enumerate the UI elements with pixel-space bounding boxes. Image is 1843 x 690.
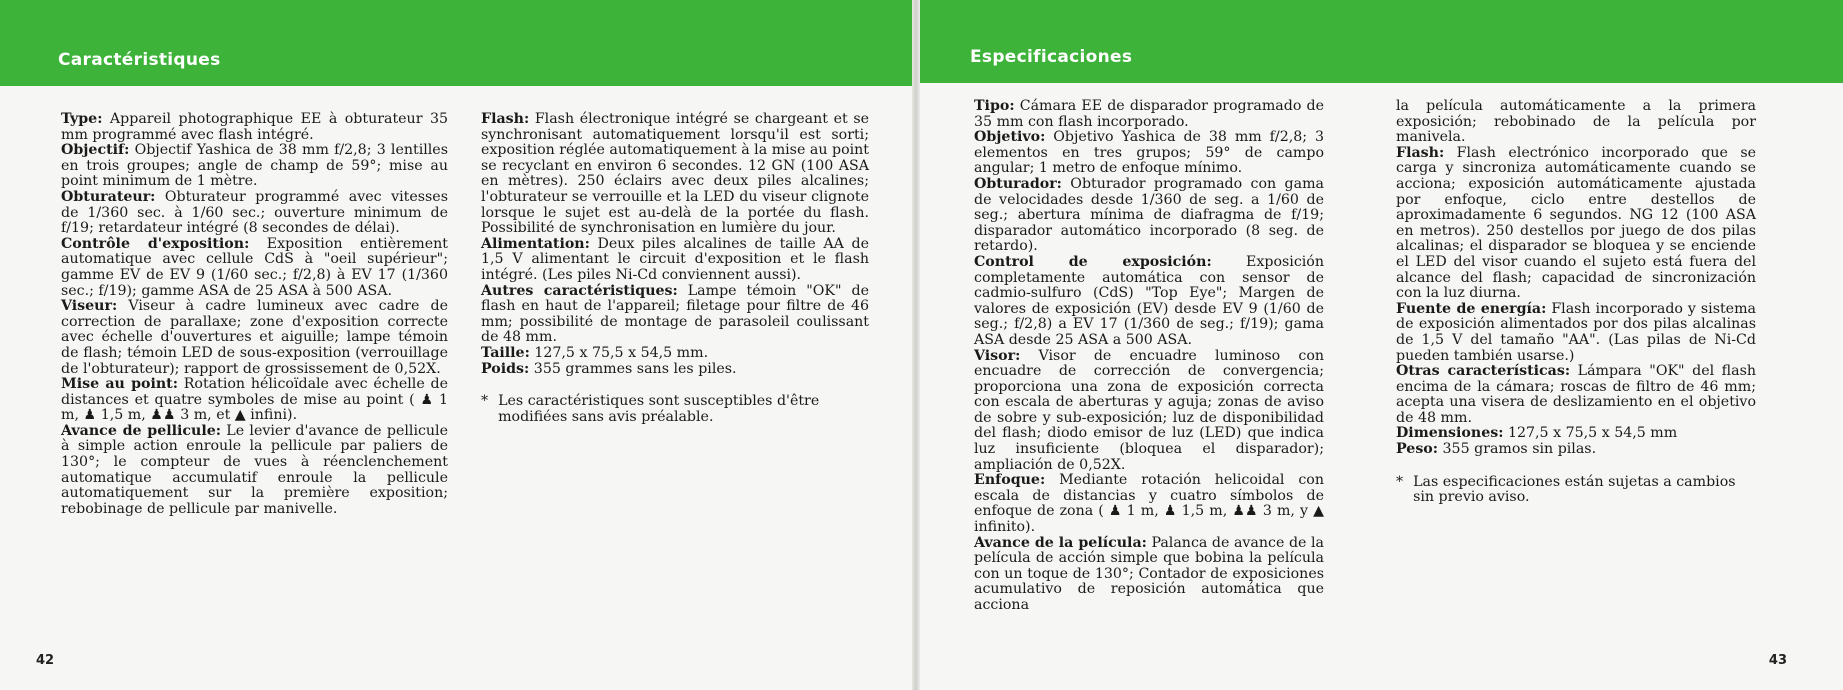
- spec-label: Otras características:: [1396, 363, 1571, 380]
- spec-text: Flash incorporado y sistema de exposición alimentados por dos pilas alcalinas de 1,5 V del tamaño "AA". (Las pilas de Ni-Cd pueden también usarse.): [1396, 300, 1756, 364]
- spec-text: Objectif Yashica de 38 mm f/2,8; 3 lentilles en trois groupes; angle de champ de 59°; mise au point minimum de 1 mètre.: [61, 142, 448, 190]
- spec-item: [1396, 364, 1756, 426]
- spec-label: Enfoque:: [974, 472, 1046, 489]
- spec-item: [1396, 426, 1756, 442]
- spec-text: Lámpara "OK" del flash encima de la cámara; roscas de filtro de 46 mm; acepta una visera de deslizamiento en el objetivo de 48 mm.: [1396, 363, 1756, 426]
- spec-text: Exposición completamente automática con sensor de cadmio-sulfuro (CdS) "Top Eye"; Margen de valores de exposición (EV) desde EV 9 (1/60 de seg.; f/2,8) a EV 17 (1/360 de seg.; f/19); gama ASA desde 25 ASA a 500 ASA.: [974, 253, 1324, 348]
- spec-label: Control de exposición:: [974, 253, 1212, 270]
- spec-label: Poids:: [481, 360, 530, 377]
- spec-text: Deux piles alcalines de taille AA de 1,5 V alimentant le circuit d'exposition et le flash intégré. (Les piles Ni-Cd conviennent aussi).: [481, 235, 869, 283]
- spec-item: [481, 112, 869, 237]
- spec-label: Taille:: [481, 344, 530, 361]
- right-page: [920, 0, 1843, 690]
- spec-item: [61, 424, 448, 518]
- spec-label: Obturateur:: [61, 188, 156, 205]
- spec-text: la película automáticamente a la primera exposición; rebobinado de la película por manivela.: [1396, 98, 1756, 146]
- spec-item: [481, 284, 869, 346]
- footnote-asterisk: *: [481, 393, 489, 410]
- spec-column-1: [61, 112, 448, 517]
- spec-text: 127,5 x 75,5 x 54,5 mm: [1503, 425, 1678, 442]
- spec-text: Flash electrónico incorporado que se carga y sincroniza automáticamente cuando se acciona; exposición automáticamente ajustada por enfoque, ciclo entre destellos de aproximadamente 6 segundos. NG 12 (100 ASA en metros). 250 destellos por juego de dos pilas alcalinas; el disparador se bloquea y se enciende el LED del visor cuando el sujeto está fuera del alcance del flash; capacidad de sincronización con la luz diurna.: [1396, 144, 1756, 302]
- spec-column-1: [974, 99, 1324, 614]
- spec-text: 127,5 x 75,5 x 54,5 mm.: [529, 344, 709, 361]
- spec-text: Rotation hélicoïdale avec échelle de distances et quatre symboles de mise au point ( ♟ 1 m, ♟ 1,5 m, ♟♟ 3 m, et ▲ infini).: [61, 376, 448, 424]
- spec-item: [974, 349, 1324, 474]
- spec-column-2: [481, 112, 869, 425]
- spec-label: Tipo:: [974, 98, 1015, 114]
- spec-text: Obturador programado con gama de velocidades desde 1/360 de seg. a 1/60 de seg.; abertura mínima de diafragma de f/19; disparador automático incorporado (8 seg. de retardo).: [974, 175, 1324, 255]
- spec-label: Objetivo:: [974, 129, 1046, 146]
- spec-label: Obturador:: [974, 175, 1062, 192]
- spec-label: Avance de la película:: [974, 534, 1147, 551]
- spec-item: [974, 130, 1324, 177]
- spec-item: [1396, 146, 1756, 302]
- footnote-text: Les caractéristiques sont susceptibles d'être modifiées sans avis préalable.: [498, 393, 820, 425]
- page-number: 43: [1768, 653, 1787, 668]
- spec-item: [974, 473, 1324, 535]
- spec-text: Viseur à cadre lumineux avec cadre de correction de parallaxe; zone d'exposition correcte avec échelle d'ouvertures et aiguille; lampe témoin de flash; témoin LED de sous-exposition (verrouillage de l'obturateur); rapport de grossissement de 0,52X.: [61, 298, 448, 377]
- spec-item: [481, 237, 869, 284]
- section-banner: [0, 0, 912, 86]
- spec-text: Appareil photographique EE à obturateur 35 mm programmé avec flash intégré.: [61, 111, 448, 143]
- page-number: 42: [36, 653, 55, 668]
- spec-item: [1396, 442, 1756, 458]
- spec-item: [61, 143, 448, 190]
- spec-label: Flash:: [1396, 144, 1445, 161]
- spec-label: Mise au point:: [61, 376, 178, 393]
- section-banner: [920, 0, 1843, 83]
- spec-item: [1396, 99, 1756, 146]
- spec-label: Type:: [61, 111, 103, 127]
- spec-label: Visor:: [974, 347, 1021, 364]
- footnote: [1396, 475, 1756, 506]
- spec-label: Avance de pellicule:: [61, 422, 221, 439]
- spec-item: [481, 362, 869, 378]
- section-title: Caractéristiques: [58, 50, 221, 70]
- spec-text: Mediante rotación helicoidal con escala de distancias y cuatro símbolos de enfoque de zona ( ♟ 1 m, ♟ 1,5 m, ♟♟ 3 m, y ▲ infinito).: [974, 472, 1324, 536]
- book-gutter: [912, 0, 920, 690]
- spec-item: [61, 299, 448, 377]
- spec-text: Obturateur programmé avec vitesses de 1/360 sec. à 1/60 sec.; ouverture minimum de f/19; retardateur intégré (8 secondes de délai).: [61, 188, 448, 237]
- spec-text: Objetivo Yashica de 38 mm f/2,8; 3 elementos en tres grupos; 59° de campo angular; 1 metro de enfoque mínimo.: [974, 129, 1324, 177]
- spec-text: 355 grammes sans les piles.: [529, 360, 737, 377]
- spec-item: [1396, 302, 1756, 364]
- footnote-text: Las especificaciones están sujetas a cambios sin previo aviso.: [1413, 473, 1736, 506]
- spec-item: [974, 177, 1324, 255]
- spec-label: Viseur:: [61, 298, 118, 315]
- spec-item: [61, 237, 448, 299]
- spec-text: Visor de encuadre luminoso con encuadre de corrección de convergencia; proporciona una zona de exposición correcta con escala de aberturas y aguja; zonas de aviso de sobre y sub-exposición; luz de disponibilidad del flash; diodo emisor de luz (LED) que indica luz insuficiente (bloquea el disparador); ampliación de 0,52X.: [974, 347, 1324, 473]
- spec-item: [974, 255, 1324, 349]
- spec-text: Flash électronique intégré se chargeant et se synchronisant automatiquement lorsqu'il est sorti; exposition réglée automatiquement à la mise au point se recyclant en environ 6 secondes. 12 GN (100 ASA en mètres). 250 éclairs avec deux piles alcalines; l'obturateur se verrouille et la LED du viseur clignote lorsque le sujet est au-delà de la portée du flash. Possibilité de synchronisation en lumière du jour.: [481, 111, 869, 237]
- spec-column-2: [1396, 99, 1756, 506]
- spec-label: Alimentation:: [481, 235, 590, 252]
- spec-item: [61, 190, 448, 237]
- spec-item: [974, 99, 1324, 130]
- spec-text: Cámara EE de disparador programado de 35 mm con flash incorporado.: [974, 98, 1324, 130]
- spec-item: [61, 377, 448, 424]
- spec-text: Exposition entièrement automatique avec cellule CdS à "oeil supérieur"; gamme EV de EV 9 (1/60 sec.; f/2,8) à EV 17 (1/360 sec.; f/19); gamme ASA de 25 ASA à 500 ASA.: [61, 235, 448, 299]
- footnote: [481, 394, 869, 425]
- spec-label: Fuente de energía:: [1396, 300, 1547, 317]
- left-page: [0, 0, 912, 690]
- spec-text: Lampe témoin "OK" de flash en haut de l'appareil; filetage pour filtre de 46 mm; possibilité de montage de parasoleil coulissant de 48 mm.: [481, 282, 869, 346]
- spec-label: Flash:: [481, 111, 530, 127]
- spec-item: [61, 112, 448, 143]
- spec-text: Palanca de avance de la película de acción simple que bobina la película con un toque de 130°; Contador de exposiciones acumulativo de reposición automática que acciona: [974, 534, 1324, 613]
- footnote-asterisk: *: [1396, 473, 1404, 490]
- spec-text: 355 gramos sin pilas.: [1438, 441, 1597, 458]
- spec-label: Peso:: [1396, 441, 1439, 458]
- spec-item: [481, 346, 869, 362]
- spec-item: [974, 536, 1324, 614]
- spec-label: Dimensiones:: [1396, 425, 1504, 442]
- section-title: Especificaciones: [970, 47, 1133, 67]
- spec-label: Objectif:: [61, 142, 130, 159]
- spec-label: Contrôle d'exposition:: [61, 235, 250, 252]
- spec-text: Le levier d'avance de pellicule à simple action enroule la pellicule par paliers de 130°; le compteur de vues à réenclenchement automatique accumulatif enroule la pellicule automatiquement sur la première exposition; rebobinage de pellicule par manivelle.: [61, 422, 448, 517]
- spec-label: Autres caractéristiques:: [481, 282, 678, 299]
